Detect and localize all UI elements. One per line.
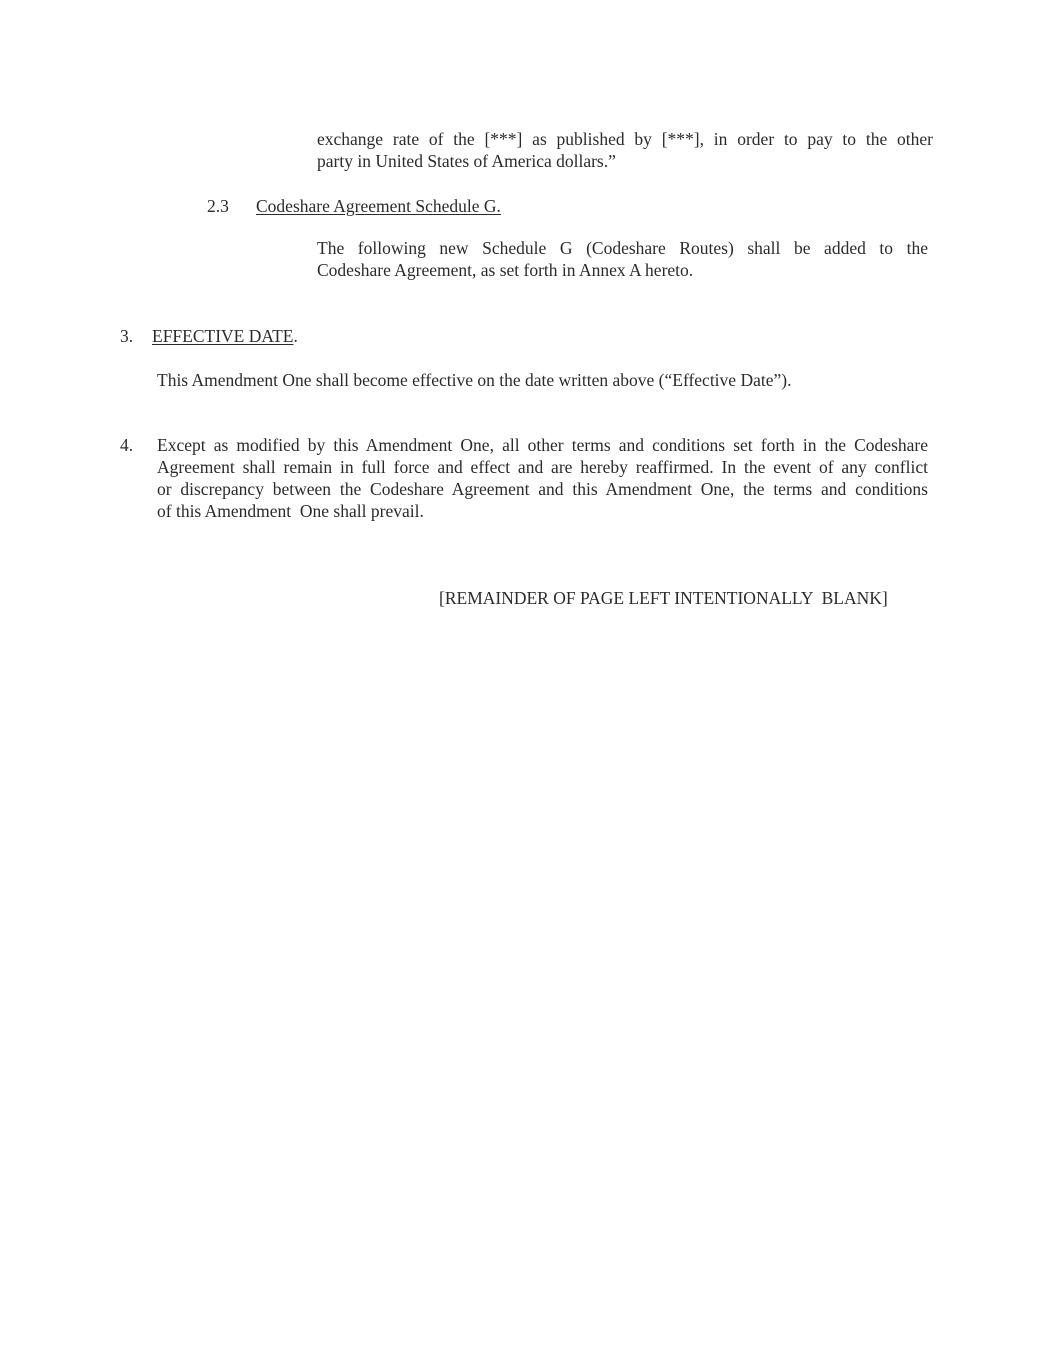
section-2-3-heading: Codeshare Agreement Schedule G.: [256, 196, 501, 216]
section-2-3-number: 2.3: [207, 196, 229, 216]
section-2-3-body-line-2: Codeshare Agreement, as set forth in Annex A hereto.: [317, 260, 694, 280]
section-3-heading-punct: .: [293, 326, 298, 346]
section-2-3-body-line-1: The following new Schedule G (Codeshare Routes) shall be added to the: [317, 238, 928, 258]
section-4-line-3: or discrepancy between the Codeshare Agreement and this Amendment One, the terms and conditions: [157, 479, 928, 499]
section-4-body: [157, 434, 928, 522]
continued-paragraph: [317, 128, 933, 172]
section-2-3-body: [317, 237, 928, 281]
section-3-heading-wrap: [152, 325, 298, 347]
section-4-line-1: Except as modified by this Amendment One, all other terms and conditions set forth in the Codeshare: [157, 435, 928, 455]
remainder-blank-note: [REMAINDER OF PAGE LEFT INTENTIONALLY BLANK]: [439, 588, 888, 608]
section-3-heading: EFFECTIVE DATE: [152, 326, 294, 346]
section-3-number: 3.: [120, 326, 134, 346]
section-3-body: This Amendment One shall become effective on the date written above (“Effective Date”).: [157, 370, 792, 390]
section-4-line-2: Agreement shall remain in full force and effect and are hereby reaffirmed. In the event of any conflict: [157, 457, 928, 477]
continued-paragraph-line-2: party in United States of America dollars.”: [317, 151, 616, 171]
continued-paragraph-line-1: exchange rate of the [***] as published by [***], in order to pay to the other: [317, 129, 933, 149]
section-4-number: 4.: [120, 435, 134, 455]
section-4-line-4: of this Amendment One shall prevail.: [157, 501, 424, 521]
